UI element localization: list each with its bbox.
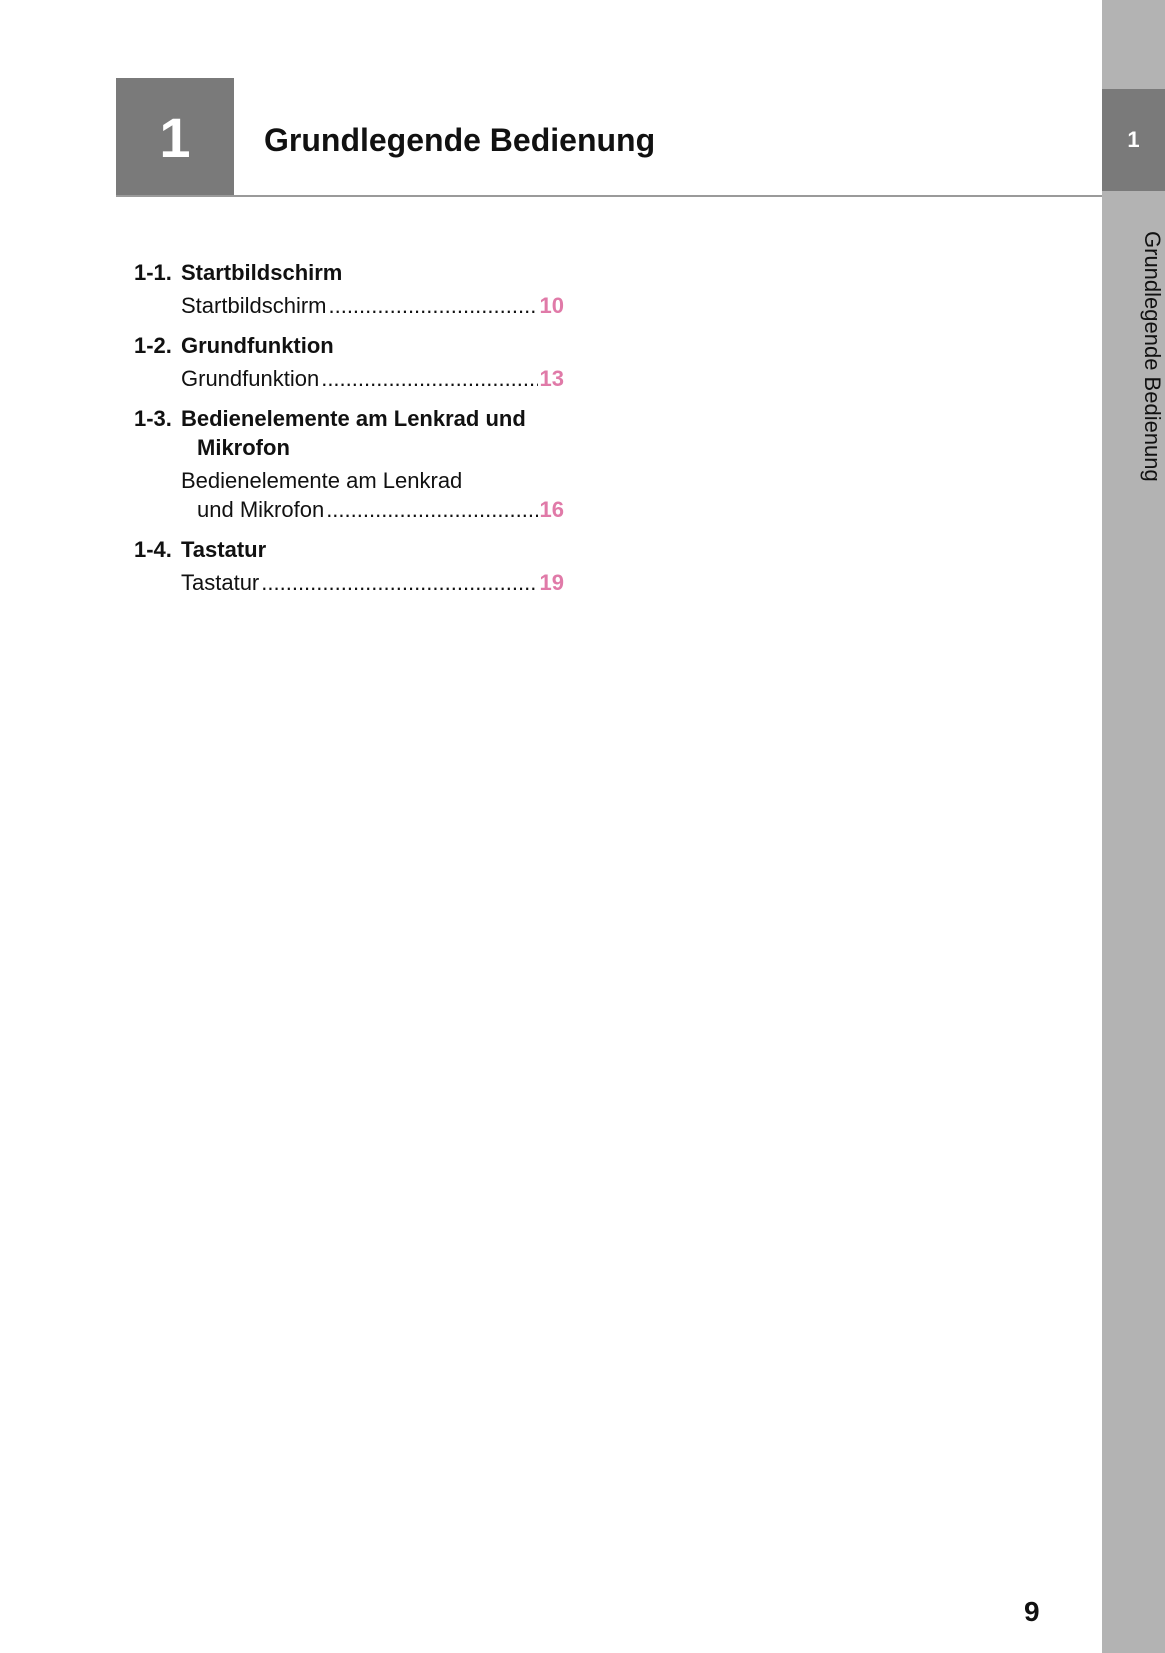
toc-section-title: Tastatur [181,537,267,562]
toc-section-heading [134,331,564,360]
toc-entry-label: Grundfunktion [181,366,320,391]
toc-leader-dots [261,568,537,597]
chapter-number-box [116,78,234,196]
page-number: 9 [1024,1596,1040,1627]
side-chapter-tab[interactable] [1102,89,1165,191]
side-chapter-number: 1 [1127,127,1140,152]
toc-entry-label: Tastatur [181,570,260,595]
toc-section-heading [134,535,564,564]
toc-entry[interactable] [134,495,564,524]
toc-section-number: 1-1. [134,260,172,285]
toc-section-title-continued: Mikrofon [197,435,290,460]
toc-entry-line1[interactable]: Bedienelemente am Lenkrad [181,468,463,493]
toc-section-number: 1-4. [134,537,172,562]
toc-entry-label: und Mikrofon [197,497,325,522]
toc-section-heading [134,404,564,462]
toc-section-number: 1-3. [134,406,172,431]
toc-section-number: 1-2. [134,333,172,358]
side-chapter-label: Grundlegende Bedienung [1140,230,1165,482]
toc-entry-label: Startbildschirm [181,293,327,318]
toc-entry-page[interactable]: 13 [539,366,564,391]
toc-entry[interactable] [134,568,564,597]
toc-leader-dots [321,364,537,393]
toc-section-title: Grundfunktion [181,333,334,358]
toc-entry[interactable] [134,291,564,320]
table-of-contents [134,258,564,597]
chapter-title: Grundlegende Bedienung [264,122,656,158]
toc-entry[interactable] [134,364,564,393]
chapter-divider [116,195,1102,197]
toc-section-heading [134,258,564,287]
toc-section-title: Bedienelemente am Lenkrad und [181,406,526,431]
toc-entry-page[interactable]: 16 [539,497,564,522]
toc-leader-dots [326,495,537,524]
toc-section-title: Startbildschirm [181,260,343,285]
toc-leader-dots [328,291,537,320]
chapter-number: 1 [159,105,191,169]
toc-entry-page[interactable]: 10 [539,293,564,318]
toc-entry-page[interactable]: 19 [539,570,564,595]
